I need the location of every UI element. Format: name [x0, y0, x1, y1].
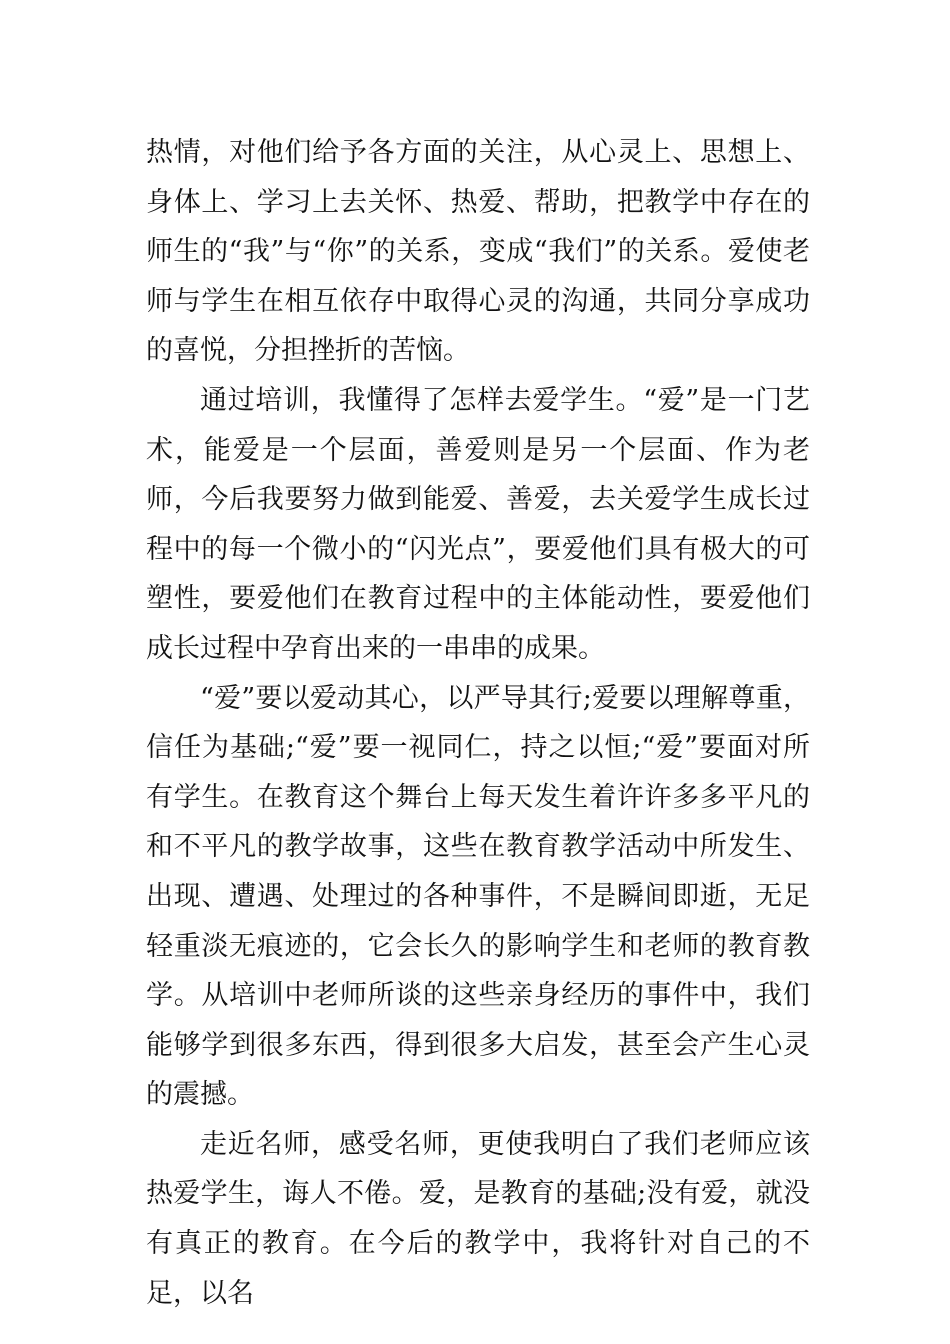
- paragraph-3: “爱”要以爱动其心，以严导其行;爱要以理解尊重，信任为基础;“爱”要一视同仁，持之以恒;“爱”要面对所有学生。在教育这个舞台上每天发生着许许多多平凡的和不平凡的教学故事，这些在教育教学活动中所发生、出现、遭遇、处理过的各种事件，不是瞬间即逝，无足轻重淡无痕迹的，它会长久的影响学生和老师的教育教学。从培训中老师所谈的这些亲身经历的事件中，我们能够学到很多东西，得到很多大启发，甚至会产生心灵的震撼。: [146, 682, 810, 1111]
- paragraph-1: 热情，对他们给予各方面的关注，从心灵上、思想上、身体上、学习上去关怀、热爱、帮助，把教学中存在的师生的“我”与“你”的关系，变成“我们”的关系。爱使老师与学生在相互依存中取得心灵的沟通，共同分享成功的喜悦，分担挫折的苦恼。: [146, 137, 810, 367]
- document-body: [146, 128, 810, 1318]
- paragraph-2: 通过培训，我懂得了怎样去爱学生。“爱”是一门艺术，能爱是一个层面，善爱则是另一个层面、作为老师，今后我要努力做到能爱、善爱，去关爱学生成长过程中的每一个微小的“闪光点”，要爱他们具有极大的可塑性，要爱他们在教育过程中的主体能动性，要爱他们成长过程中孕育出来的一串串的成果。: [146, 384, 810, 664]
- paragraph-4: 走近名师，感受名师，更使我明白了我们老师应该热爱学生，诲人不倦。爱，是教育的基础;没有爱，就没有真正的教育。在今后的教学中，我将针对自己的不足，以名: [146, 1128, 810, 1309]
